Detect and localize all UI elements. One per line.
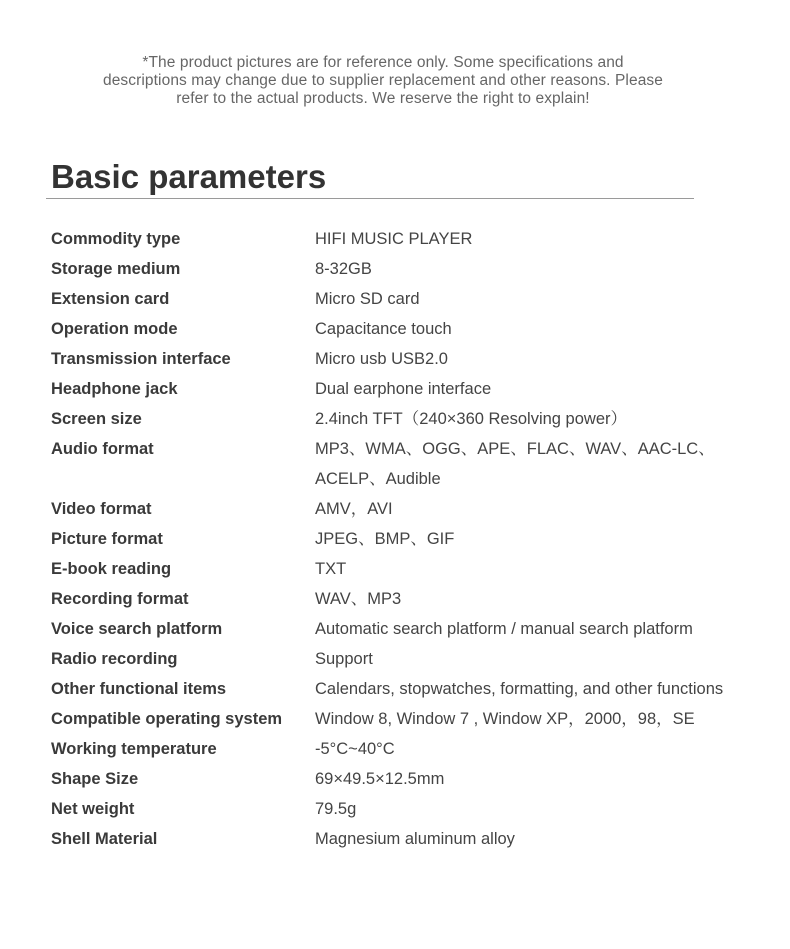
parameter-row	[51, 374, 771, 404]
parameter-label: Working temperature	[51, 740, 217, 758]
parameter-value-line: MP3、WMA、OGG、APE、FLAC、WAV、AAC-LC、	[315, 440, 715, 458]
disclaimer-note	[0, 54, 766, 108]
title-divider	[46, 198, 694, 199]
parameter-value-line: 2.4inch TFT（240×360 Resolving power）	[315, 410, 627, 428]
parameter-row	[51, 254, 771, 284]
parameter-row	[51, 524, 771, 554]
parameter-value-line: TXT	[315, 560, 347, 578]
parameter-label: Extension card	[51, 290, 170, 308]
parameter-value-line: Micro SD card	[315, 290, 420, 308]
parameter-value-line: WAV、MP3	[315, 590, 402, 608]
parameter-label: E-book reading	[51, 560, 172, 578]
parameter-value-line: ACELP、Audible	[315, 470, 441, 488]
parameter-row	[51, 674, 771, 704]
parameter-value-line: Automatic search platform / manual search platform	[315, 620, 693, 638]
parameter-value	[315, 824, 771, 854]
section-title: Basic parameters	[51, 158, 327, 195]
parameter-value-line: Support	[315, 650, 373, 668]
parameter-value	[315, 344, 771, 374]
parameter-value-line: -5°C~40°C	[315, 740, 395, 758]
parameter-value	[315, 404, 771, 434]
parameter-label: Net weight	[51, 800, 135, 818]
disclaimer-line: refer to the actual products. We reserve the right to explain!	[176, 90, 590, 107]
parameter-value	[315, 794, 771, 824]
parameter-label: Audio format	[51, 440, 154, 458]
parameter-value	[315, 644, 771, 674]
parameter-label: Storage medium	[51, 260, 181, 278]
parameter-value	[315, 314, 771, 344]
parameter-value	[315, 374, 771, 404]
parameter-value	[315, 254, 771, 284]
parameter-value	[315, 434, 771, 494]
parameter-value-line: JPEG、BMP、GIF	[315, 530, 455, 548]
parameter-value	[315, 764, 771, 794]
parameter-label: Screen size	[51, 410, 142, 428]
parameter-row	[51, 614, 771, 644]
parameter-row	[51, 224, 771, 254]
parameter-value	[315, 674, 771, 704]
parameter-row	[51, 404, 771, 434]
parameter-label: Picture format	[51, 530, 163, 548]
parameter-value	[315, 704, 771, 734]
parameter-value-line: Magnesium aluminum alloy	[315, 830, 515, 848]
parameter-value-line: Micro usb USB2.0	[315, 350, 448, 368]
parameter-value	[315, 224, 771, 254]
parameter-row	[51, 764, 771, 794]
parameter-label: Commodity type	[51, 230, 181, 248]
disclaimer-line: *The product pictures are for reference only. Some specifications and	[142, 54, 624, 71]
parameter-row	[51, 494, 771, 524]
parameter-label: Voice search platform	[51, 620, 223, 638]
parameter-row	[51, 824, 771, 854]
parameter-row	[51, 434, 771, 494]
parameter-value	[315, 524, 771, 554]
parameter-label: Recording format	[51, 590, 189, 608]
parameter-value-line: Dual earphone interface	[315, 380, 492, 398]
parameter-label: Shape Size	[51, 770, 139, 788]
parameter-row	[51, 554, 771, 584]
parameter-label: Compatible operating system	[51, 710, 283, 728]
parameter-row	[51, 344, 771, 374]
parameter-label: Video format	[51, 500, 152, 518]
parameter-value-line: AMV，AVI	[315, 500, 393, 518]
parameter-value-line: 8-32GB	[315, 260, 372, 278]
parameter-value	[315, 584, 771, 614]
parameter-label: Transmission interface	[51, 350, 231, 368]
parameter-value	[315, 554, 771, 584]
parameter-row	[51, 794, 771, 824]
parameter-value-line: Calendars, stopwatches, formatting, and other functions	[315, 680, 724, 698]
parameter-value-line: Window 8, Window 7 , Window XP，2000，98，SE	[315, 710, 695, 728]
parameter-label: Headphone jack	[51, 380, 178, 398]
parameter-row	[51, 584, 771, 614]
parameter-label: Other functional items	[51, 680, 227, 698]
parameters-table	[51, 224, 771, 854]
parameter-value	[315, 734, 771, 764]
parameter-value-line: Capacitance touch	[315, 320, 452, 338]
parameter-value	[315, 494, 771, 524]
parameter-row	[51, 284, 771, 314]
parameter-value-line: 69×49.5×12.5mm	[315, 770, 445, 788]
parameter-value	[315, 284, 771, 314]
parameter-value-line: HIFI MUSIC PLAYER	[315, 230, 473, 248]
parameter-label: Operation mode	[51, 320, 178, 338]
parameter-label: Shell Material	[51, 830, 158, 848]
parameter-value	[315, 614, 771, 644]
parameter-row	[51, 734, 771, 764]
parameter-label: Radio recording	[51, 650, 178, 668]
disclaimer-line: descriptions may change due to supplier replacement and other reasons. Please	[102, 72, 663, 89]
parameter-row	[51, 704, 771, 734]
parameter-row	[51, 644, 771, 674]
parameter-value-line: 79.5g	[315, 800, 357, 818]
parameter-row	[51, 314, 771, 344]
